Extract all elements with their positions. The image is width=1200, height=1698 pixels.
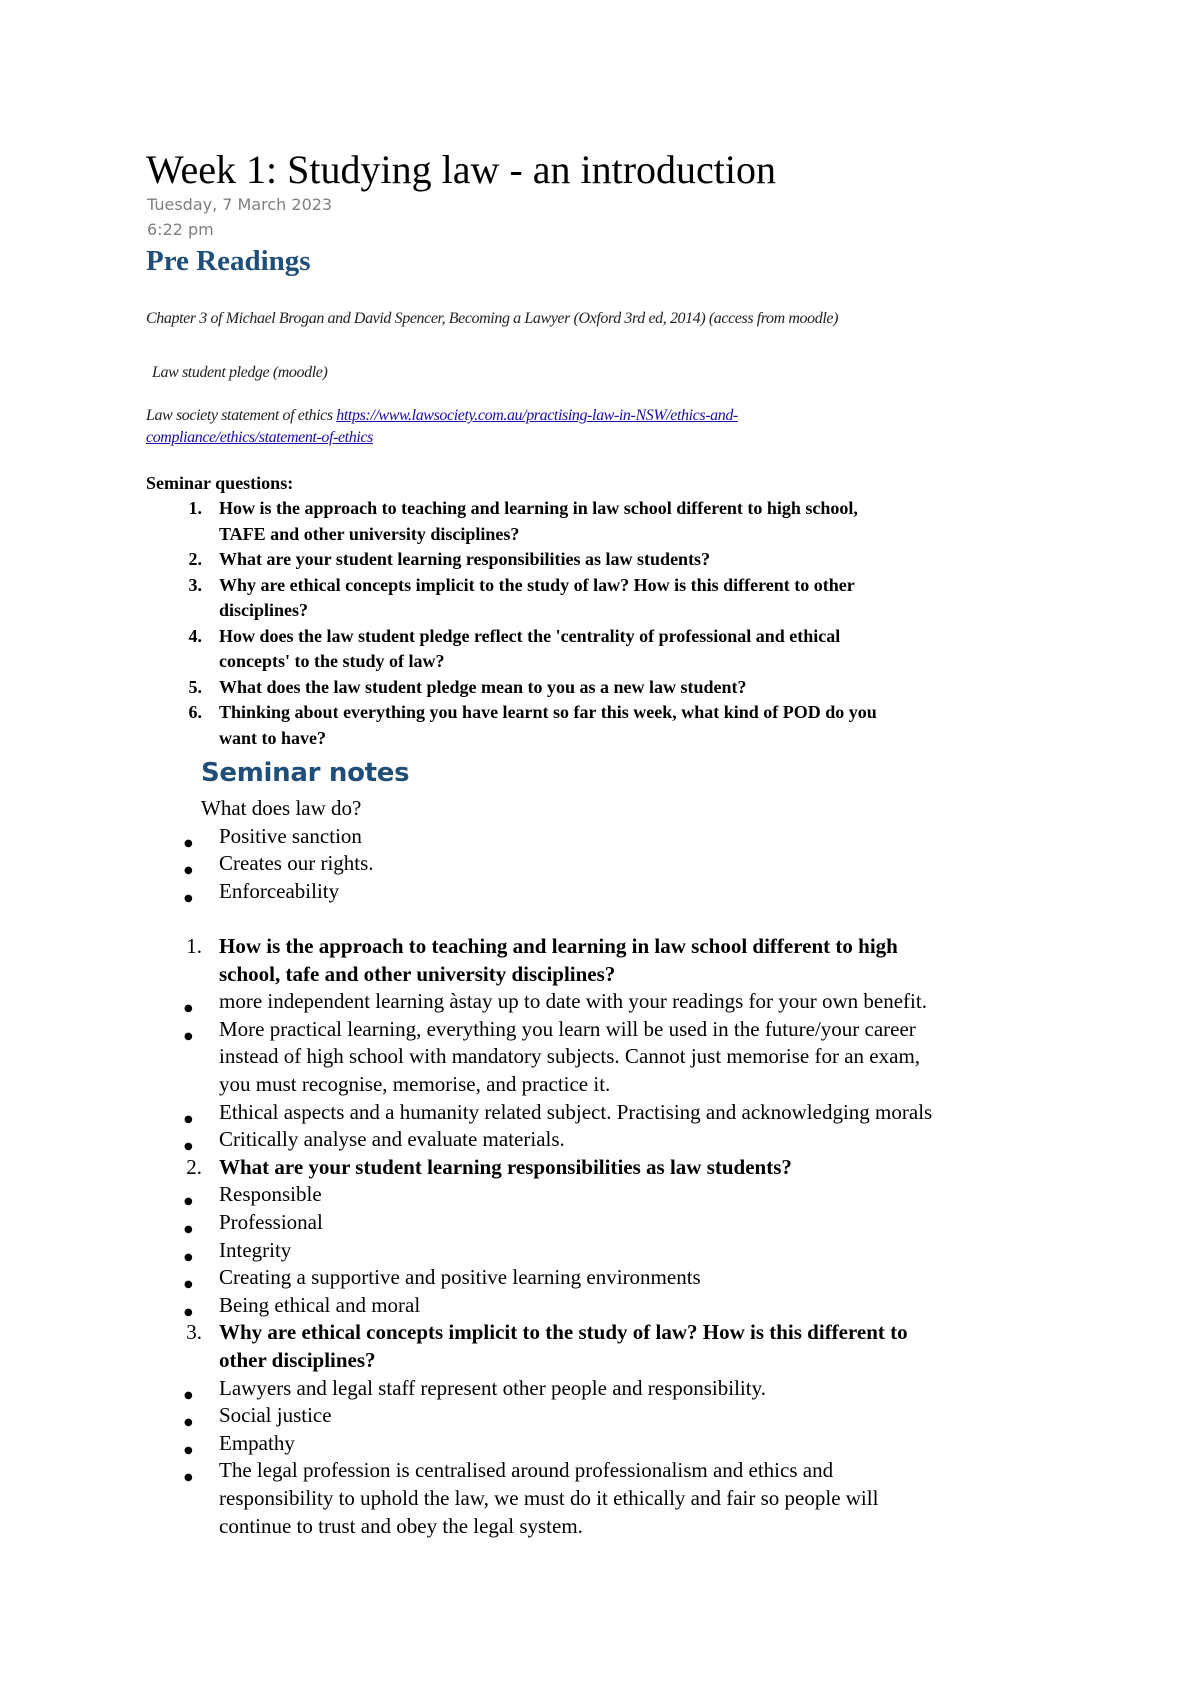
bullet-icon: ● xyxy=(184,865,193,877)
question-text: What are your student learning responsibilities as law students? xyxy=(219,549,711,569)
bullet-text: Integrity xyxy=(219,1237,292,1262)
question-number: 1. xyxy=(188,498,202,518)
seminar-questions-heading: Seminar questions: xyxy=(146,473,294,493)
note-number: 2. xyxy=(186,1154,202,1179)
bullet-icon: ● xyxy=(184,1113,193,1125)
bullet-icon: ● xyxy=(184,1306,193,1318)
question-text: What does the law student pledge mean to you as a new law student? xyxy=(219,676,747,697)
bullet-text: Lawyers and legal staff represent other people and responsibility. xyxy=(219,1375,766,1400)
bullet-icon: ● xyxy=(184,1251,193,1263)
bullet-text: Responsible xyxy=(219,1182,322,1207)
question-text: Thinking about everything you have learnt so far this week, what kind of POD do you xyxy=(219,702,877,722)
bullet-icon: ● xyxy=(184,1224,193,1235)
bullet-icon: ● xyxy=(184,837,193,849)
note-number: 3. xyxy=(186,1320,202,1345)
bullet-text: Critically analyse and evaluate materials. xyxy=(219,1127,565,1152)
reading-law-student-pledge: Law student pledge (moodle) xyxy=(152,364,328,381)
bullet-text: Enforceability xyxy=(219,878,340,903)
bullet-icon: ● xyxy=(184,1417,193,1429)
reading-chapter-3: Chapter 3 of Michael Brogan and David Spencer, Becoming a Lawyer (Oxford 3rd ed, 2014) (access from moodle) xyxy=(146,310,839,327)
reading-statement-of-ethics-cont xyxy=(146,428,373,448)
question-number: 3. xyxy=(188,574,202,595)
question-number: 2. xyxy=(188,549,202,569)
question-text: How does the law student pledge reflect the 'centrality of professional and ethical xyxy=(219,625,841,646)
question-text: concepts' to the study of law? xyxy=(219,651,445,671)
bullet-text: Creating a supportive and positive learning environments xyxy=(219,1265,701,1290)
notes-question-text: What are your student learning responsibilities as law students? xyxy=(219,1154,792,1179)
question-text: Why are ethical concepts implicit to the study of law? How is this different to other xyxy=(219,574,855,595)
bullet-icon: ● xyxy=(184,1030,193,1042)
question-number: 6. xyxy=(188,702,202,722)
pre-readings-heading: Pre Readings xyxy=(146,245,311,277)
bullet-text: Ethical aspects and a humanity related subject. Practising and acknowledging morals xyxy=(219,1099,933,1124)
bullet-text: you must recognise, memorise, and practice it. xyxy=(219,1072,611,1096)
bullet-text: continue to trust and obey the legal system. xyxy=(219,1513,583,1538)
notes-intro-text: What does law do? xyxy=(201,796,362,820)
seminar-notes-heading: Seminar notes xyxy=(201,758,410,788)
bullet-text: Empathy xyxy=(219,1430,295,1455)
question-text: TAFE and other university disciplines? xyxy=(219,523,520,544)
bullet-text: Creates our rights. xyxy=(219,851,374,876)
reading-statement-of-ethics xyxy=(146,406,738,426)
bullet-text: Positive sanction xyxy=(219,823,362,848)
bullet-icon: ● xyxy=(184,1472,193,1484)
bullet-icon: ● xyxy=(184,1141,193,1153)
bullet-text: More practical learning, everything you learn will be used in the future/your career xyxy=(219,1016,916,1041)
note-time: 6:22 pm xyxy=(147,220,214,239)
notes-question-text: Why are ethical concepts implicit to the study of law? How is this different to xyxy=(219,1320,908,1345)
bullet-icon: ● xyxy=(184,1444,193,1456)
notes-question-text: How is the approach to teaching and learning in law school different to high xyxy=(219,934,898,958)
bullet-text: Being ethical and moral xyxy=(219,1292,421,1317)
question-number: 4. xyxy=(188,625,202,646)
question-text: want to have? xyxy=(219,727,326,748)
bullet-text: Professional xyxy=(219,1210,323,1234)
question-text: disciplines? xyxy=(219,600,309,620)
bullet-icon: ● xyxy=(184,1389,193,1401)
ethics-link[interactable]: https://www.lawsociety.com.au/practising-law-in-NSW/ethics-and- xyxy=(336,407,738,424)
notes-question-text: school, tafe and other university disciplines? xyxy=(219,961,616,986)
bullet-icon: ● xyxy=(184,1279,193,1291)
bullet-text: instead of high school with mandatory subjects. Cannot just memorise for an exam, xyxy=(219,1044,921,1069)
bullet-icon: ● xyxy=(184,892,193,904)
question-text: How is the approach to teaching and learning in law school different to high school, xyxy=(219,498,858,518)
bullet-icon: ● xyxy=(184,1196,193,1208)
bullet-text: responsibility to uphold the law, we must do it ethically and fair so people will xyxy=(219,1486,879,1510)
ethics-label: Law society statement of ethics xyxy=(146,407,337,424)
note-date: Tuesday, 7 March 2023 xyxy=(147,195,333,214)
bullet-text: more independent learning àstay up to date with your readings for your own benefit. xyxy=(219,989,927,1014)
bullet-icon: ● xyxy=(184,1003,193,1015)
bullet-text: Social justice xyxy=(219,1403,332,1428)
ethics-link-continued[interactable]: compliance/ethics/statement-of-ethics xyxy=(146,429,373,446)
notes-question-text: other disciplines? xyxy=(219,1348,376,1372)
note-number: 1. xyxy=(186,934,202,958)
page-title: Week 1: Studying law - an introduction xyxy=(146,147,776,192)
bullet-text: The legal profession is centralised around professionalism and ethics and xyxy=(219,1458,834,1483)
question-number: 5. xyxy=(188,676,202,697)
